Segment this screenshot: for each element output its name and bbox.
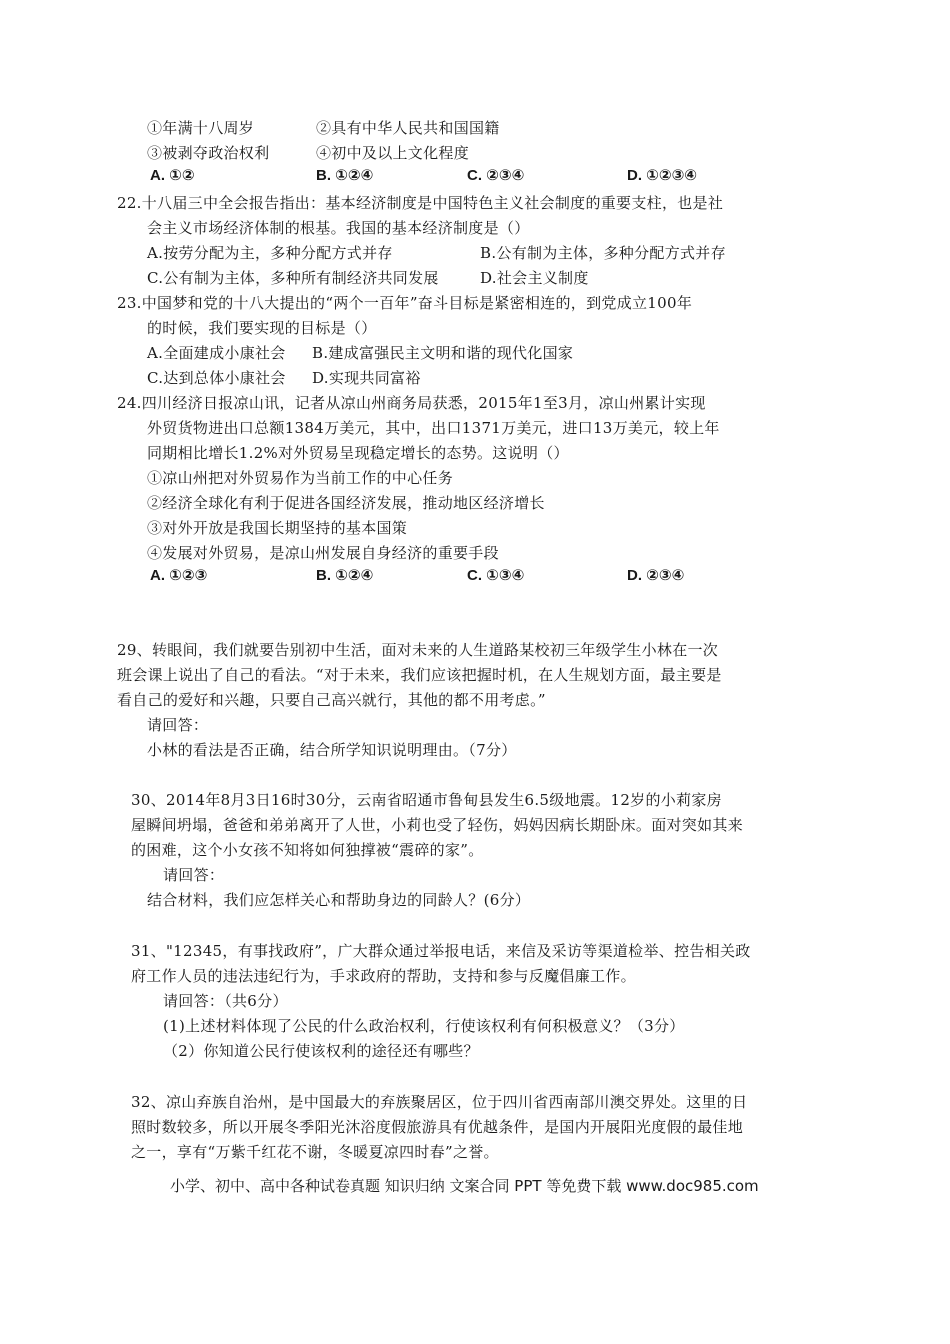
q29-stem-line-1: 29、转眼间，我们就要告别初中生活，面对未来的人生道路某校初三年级学生小林在一次 (117, 641, 719, 659)
q24-option-c: C. ①③④ (467, 567, 525, 584)
q30-stem-line-3: 的困难，这个小女孩不知将如何独撑被“震碎的家”。 (131, 841, 484, 859)
q30-stem-line-1: 30、2014年8月3日16时30分，云南省昭通市鲁甸县发生6.5级地震。12岁的小莉家房 (131, 791, 722, 809)
q31-subquestion-2: （2）你知道公民行使该权利的途径还有哪些？ (163, 1042, 479, 1060)
q24-item-3: ③对外开放是我国长期坚持的基本国策 (147, 519, 408, 537)
q21-item-4: ④初中及以上文化程度 (316, 144, 470, 162)
q29-question: 小林的看法是否正确，结合所学知识说明理由。（7分） (147, 741, 517, 759)
q23-stem-line-2: 的时候，我们要实现的目标是（） (147, 319, 377, 337)
q24-option-a: A. ①②③ (150, 567, 208, 584)
q21-option-c: C. ②③④ (467, 167, 525, 184)
q30-prompt: 请回答： (163, 866, 225, 884)
q24-item-2: ②经济全球化有利于促进各国经济发展，推动地区经济增长 (147, 494, 545, 512)
q24-item-1: ①凉山州把对外贸易作为当前工作的中心任务 (147, 469, 454, 487)
q22-option-a: A.按劳分配为主，多种分配方式并存 (147, 244, 393, 262)
q29-stem-line-2: 班会课上说出了自己的看法。“对于未来，我们应该把握时机，在人生规划方面，最主要是 (117, 666, 722, 684)
q24-stem-line-1: 24.四川经济日报凉山讯，记者从凉山州商务局获悉，2015年1至3月，凉山州累计实现 (117, 394, 706, 412)
q31-stem-line-2: 府工作人员的违法违纪行为，手求政府的帮助，支持和参与反魔倡廉工作。 (131, 967, 636, 985)
q22-stem-line-1: 22.十八届三中全会报告指出：基本经济制度是中国特色主义社会制度的重要支柱，也是社 (117, 194, 724, 212)
q29-stem-line-3: 看自己的爱好和兴趣，只要自己高兴就行，其他的都不用考虑。” (117, 691, 546, 709)
q24-item-4: ④发展对外贸易，是凉山州发展自身经济的重要手段 (147, 544, 499, 562)
q21-item-3: ③被剥夺政治权利 (147, 144, 270, 162)
q21-item-2: ②具有中华人民共和国国籍 (316, 119, 500, 137)
q21-option-b: B. ①②④ (316, 167, 374, 184)
q22-option-c: C.公有制为主体，多种所有制经济共同发展 (147, 269, 439, 287)
q24-option-d: D. ②③④ (627, 567, 685, 584)
q22-option-d: D.社会主义制度 (480, 269, 589, 287)
q23-option-b: B.建成富强民主文明和谐的现代化国家 (312, 344, 574, 362)
q21-option-d: D. ①②③④ (627, 167, 697, 184)
q23-stem-line-1: 23.中国梦和党的十八大提出的“两个一百年”奋斗目标是紧密相连的，到党成立100年 (117, 294, 693, 312)
q21-option-a: A. ①② (150, 167, 195, 184)
q24-option-b: B. ①②④ (316, 567, 374, 584)
q30-question: 结合材料，我们应怎样关心和帮助身边的同龄人？(6分） (147, 891, 531, 909)
q24-stem-line-2: 外贸货物进出口总额1384万美元，其中，出口1371万美元，进口13万美元，较上年 (147, 419, 720, 437)
q30-stem-line-2: 屋瞬间坍塌，爸爸和弟弟离开了人世，小莉也受了轻伤，妈妈因病长期卧床。面对突如其来 (131, 816, 744, 834)
q23-option-d: D.实现共同富裕 (312, 369, 421, 387)
page-footer: 小学、初中、高中各种试卷真题 知识归纳 文案合同 PPT 等免费下载 www.doc985.com (170, 1177, 759, 1195)
q31-prompt: 请回答：（共6分） (163, 992, 288, 1010)
q32-stem-line-3: 之一，享有“万紫千红花不谢，冬暖夏凉四时春”之誉。 (131, 1143, 499, 1161)
q32-stem-line-1: 32、凉山弃族自治州，是中国最大的弃族聚居区，位于四川省西南部川澳交界处。这里的日 (131, 1093, 748, 1111)
q31-stem-line-1: 31、"12345，有事找政府”，广大群众通过举报电话，来信及采访等渠道检举、控告相关政 (131, 942, 751, 960)
q31-subquestion-1: (1)上述材料体现了公民的什么政治权利，行使该权利有何积极意义？（3分） (163, 1017, 685, 1035)
q23-option-c: C.达到总体小康社会 (147, 369, 286, 387)
q24-stem-line-3: 同期相比增长1.2%对外贸易呈现稳定增长的态势。这说明（） (147, 444, 569, 462)
q32-stem-line-2: 照时数较多，所以开展冬季阳光沐浴度假旅游具有优越条件，是国内开展阳光度假的最佳地 (131, 1118, 744, 1136)
q22-stem-line-2: 会主义市场经济体制的根基。我国的基本经济制度是（） (147, 219, 530, 237)
q21-item-1: ①年满十八周岁 (147, 119, 255, 137)
q22-option-b: B.公有制为主体，多种分配方式并存 (480, 244, 726, 262)
q23-option-a: A.全面建成小康社会 (147, 344, 286, 362)
q29-prompt: 请回答： (147, 716, 209, 734)
